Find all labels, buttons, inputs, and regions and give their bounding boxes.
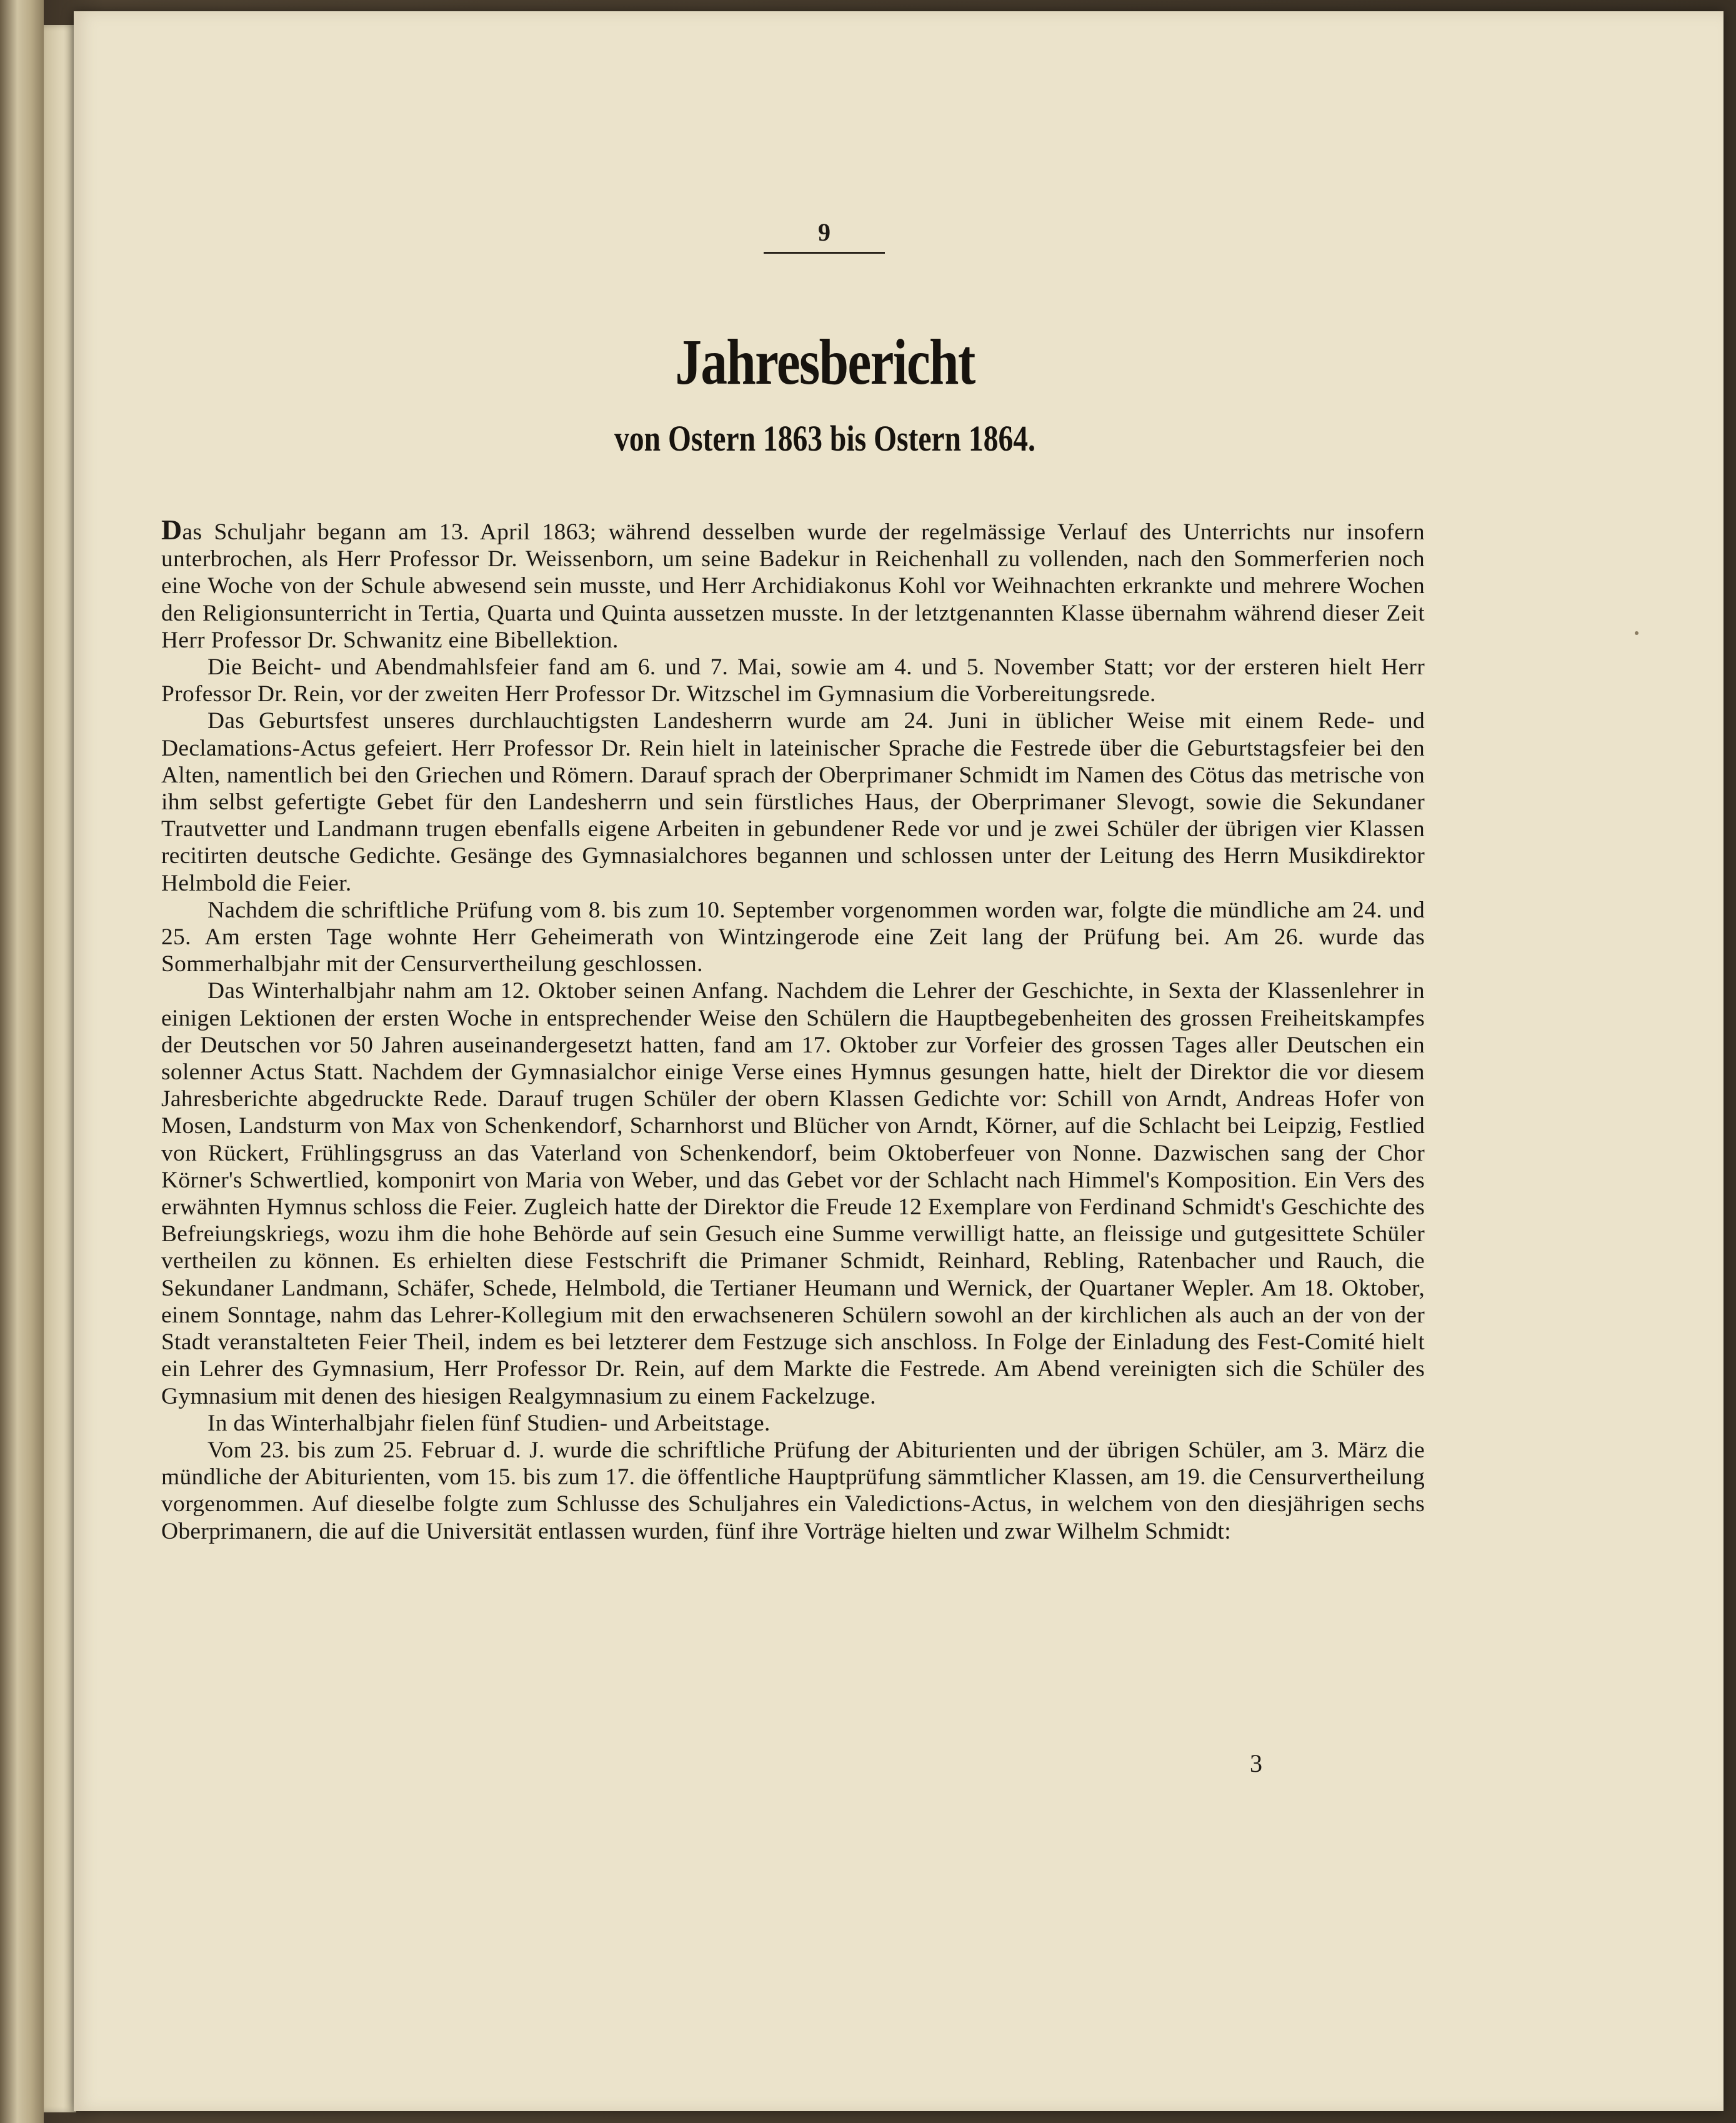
paragraph-7: Vom 23. bis zum 25. Februar d. J. wurde die schriftliche Prüfung der Abiturienten und der übrigen Schüler, am 3. März die mündliche der Abiturienten, vom 15. bis zum 17. die öffentliche Hauptprüfung sämmtlicher Klassen, am 19. die Censurvertheilung vorgenommen. Auf dieselbe folgte zum Schlusse des Schuljahres ein Valedictions-Actus, in welchem von den diesjährigen sechs Oberprimanern, die auf die Universität entlassen wurden, fünf ihre Vorträge hielten und zwar Wilhelm Schmidt: [161,1437,1425,1544]
paragraph-1 [161,516,1425,654]
paragraph-5: Das Winterhalbjahr nahm am 12. Oktober seinen Anfang. Nachdem die Lehrer der Geschichte, in Sexta der Klassenlehrer in einigen Lektionen der ersten Woche in entsprechender Weise den Schülern die Hauptbegebenheiten des grossen Freiheitskampfes der Deutschen vor 50 Jahren auseinandergesetzt hatten, fand am 17. Oktober zur Vorfeier des grossen Tages aller Deutschen ein solenner Actus Statt. Nachdem der Gymnasialchor einige Verse eines Hymnus gesungen hatte, hielt der Direktor die vor diesem Jahresberichte abgedruckte Rede. Darauf trugen Schüler der obern Klassen Gedichte vor: Schill von Arndt, Andreas Hofer von Mosen, Landsturm von Max von Schenkendorf, Scharnhorst und Blücher von Arndt, Körner, auf die Schlacht bei Leipzig, Festlied von Rückert, Frühlingsgruss an das Vaterland von Schenkendorf, beim Oktoberfeuer von Nonne. Dazwischen sang der Chor Körner's Schwertlied, komponirt von Maria von Weber, und das Gebet vor der Schlacht nach Himmel's Komposition. Ein Vers des erwähnten Hymnus schloss die Feier. Zugleich hatte der Direktor die Freude 12 Exemplare von Ferdinand Schmidt's Geschichte des Befreiungskriegs, wozu ihm die hohe Behörde auf sein Gesuch eine Summe verwilligt hatte, an fleissige und gutgesittete Schüler vertheilen zu können. Es erhielten diese Festschrift die Primaner Schmidt, Reinhard, Rebling, Ratenbacher und Rauch, die Sekundaner Landmann, Schäfer, Schede, Helmbold, die Tertianer Heumann und Wernick, der Quartaner Wepler. Am 18. Oktober, einem Sonntage, nahm das Lehrer-Kollegium mit den erwachseneren Schülern sowohl an der kirchlichen als auch an der von der Stadt veranstalteten Feier Theil, indem es bei letzterer dem Festzuge sich anschloss. In Folge der Einladung des Fest-Comité hielt ein Lehrer des Gymnasium, Herr Professor Dr. Rein, auf dem Markte die Festrede. Am Abend vereinigten sich die Schüler des Gymnasium mit denen des hiesigen Realgymnasium zu einem Fackelzuge. [161,978,1425,1409]
signature-mark: 3 [1250,1749,1262,1777]
book-binding-edge [0,0,44,2123]
page-title: Jahresbericht [675,326,975,398]
page-subtitle: von Ostern 1863 bis Ostern 1864. [614,418,1035,459]
paragraph-2: Die Beicht- und Abendmahlsfeier fand am 6. und 7. Mai, sowie am 4. und 5. November Statt; vor der ersteren hielt Herr Professor Dr. Rein, vor der zweiten Herr Professor Dr. Witzschel im Gymnasium die Vorbereitungsrede. [161,654,1425,707]
paragraph-4: Nachdem die schriftliche Prüfung vom 8. bis zum 10. September vorgenommen worden war, folgte die mündliche am 24. und 25. Am ersten Tage wohnte Herr Geheimerath von Wintzingerode eine Zeit lang der Prüfung bei. Am 26. wurde das Sommerhalbjahr mit der Censurvertheilung geschlossen. [161,897,1425,977]
report-body [161,516,1425,1545]
page-number: 9 [764,217,885,254]
paragraph-1-text: as Schuljahr begann am 13. April 1863; während desselben wurde der regelmässige Verlauf des Unterrichts nur insofern unterbrochen, als Herr Professor Dr. Weissenborn, um seine Badekur in Reichenhall zu vollenden, nach den Sommerferien noch eine Woche von der Schule abwesend sein musste, und Herr Archidiakonus Kohl vor Weihnachten erkrankte und mehrere Wochen den Religionsunterricht in Tertia, Quarta und Quinta aussetzen musste. In der letztgenannten Klasse übernahm während dieser Zeit Herr Professor Dr. Schwanitz eine Bibellektion. [161,519,1425,653]
paragraph-6: In das Winterhalbjahr fielen fünf Studien- und Arbeitstage. [207,1410,771,1436]
paragraph-3: Das Geburtsfest unseres durchlauchtigsten Landesherrn wurde am 24. Juni in üblicher Weise mit einem Rede- und Declamations-Actus gefeiert. Herr Professor Dr. Rein hielt in lateinischer Sprache die Festrede über die Geburtstagsfeier bei den Alten, namentlich bei den Griechen und Römern. Darauf sprach der Oberprimaner Schmidt im Namen des Cötus das metrische von ihm selbst gefertigte Gebet für den Landesherrn und sein fürstliches Haus, der Oberprimaner Slevogt, sowie die Sekundaner Trautvetter und Landmann trugen ebenfalls eigene Arbeiten in gebundener Rede vor und je zwei Schüler der übrigen vier Klassen recitirten deutsche Gedichte. Gesänge des Gymnasialchores begannen und schlossen unter der Leitung des Herrn Musikdirektor Helmbold die Feier. [161,708,1425,896]
drop-initial: D [161,514,182,546]
paper-speck [1635,631,1639,635]
left-page-strip [44,25,76,2112]
